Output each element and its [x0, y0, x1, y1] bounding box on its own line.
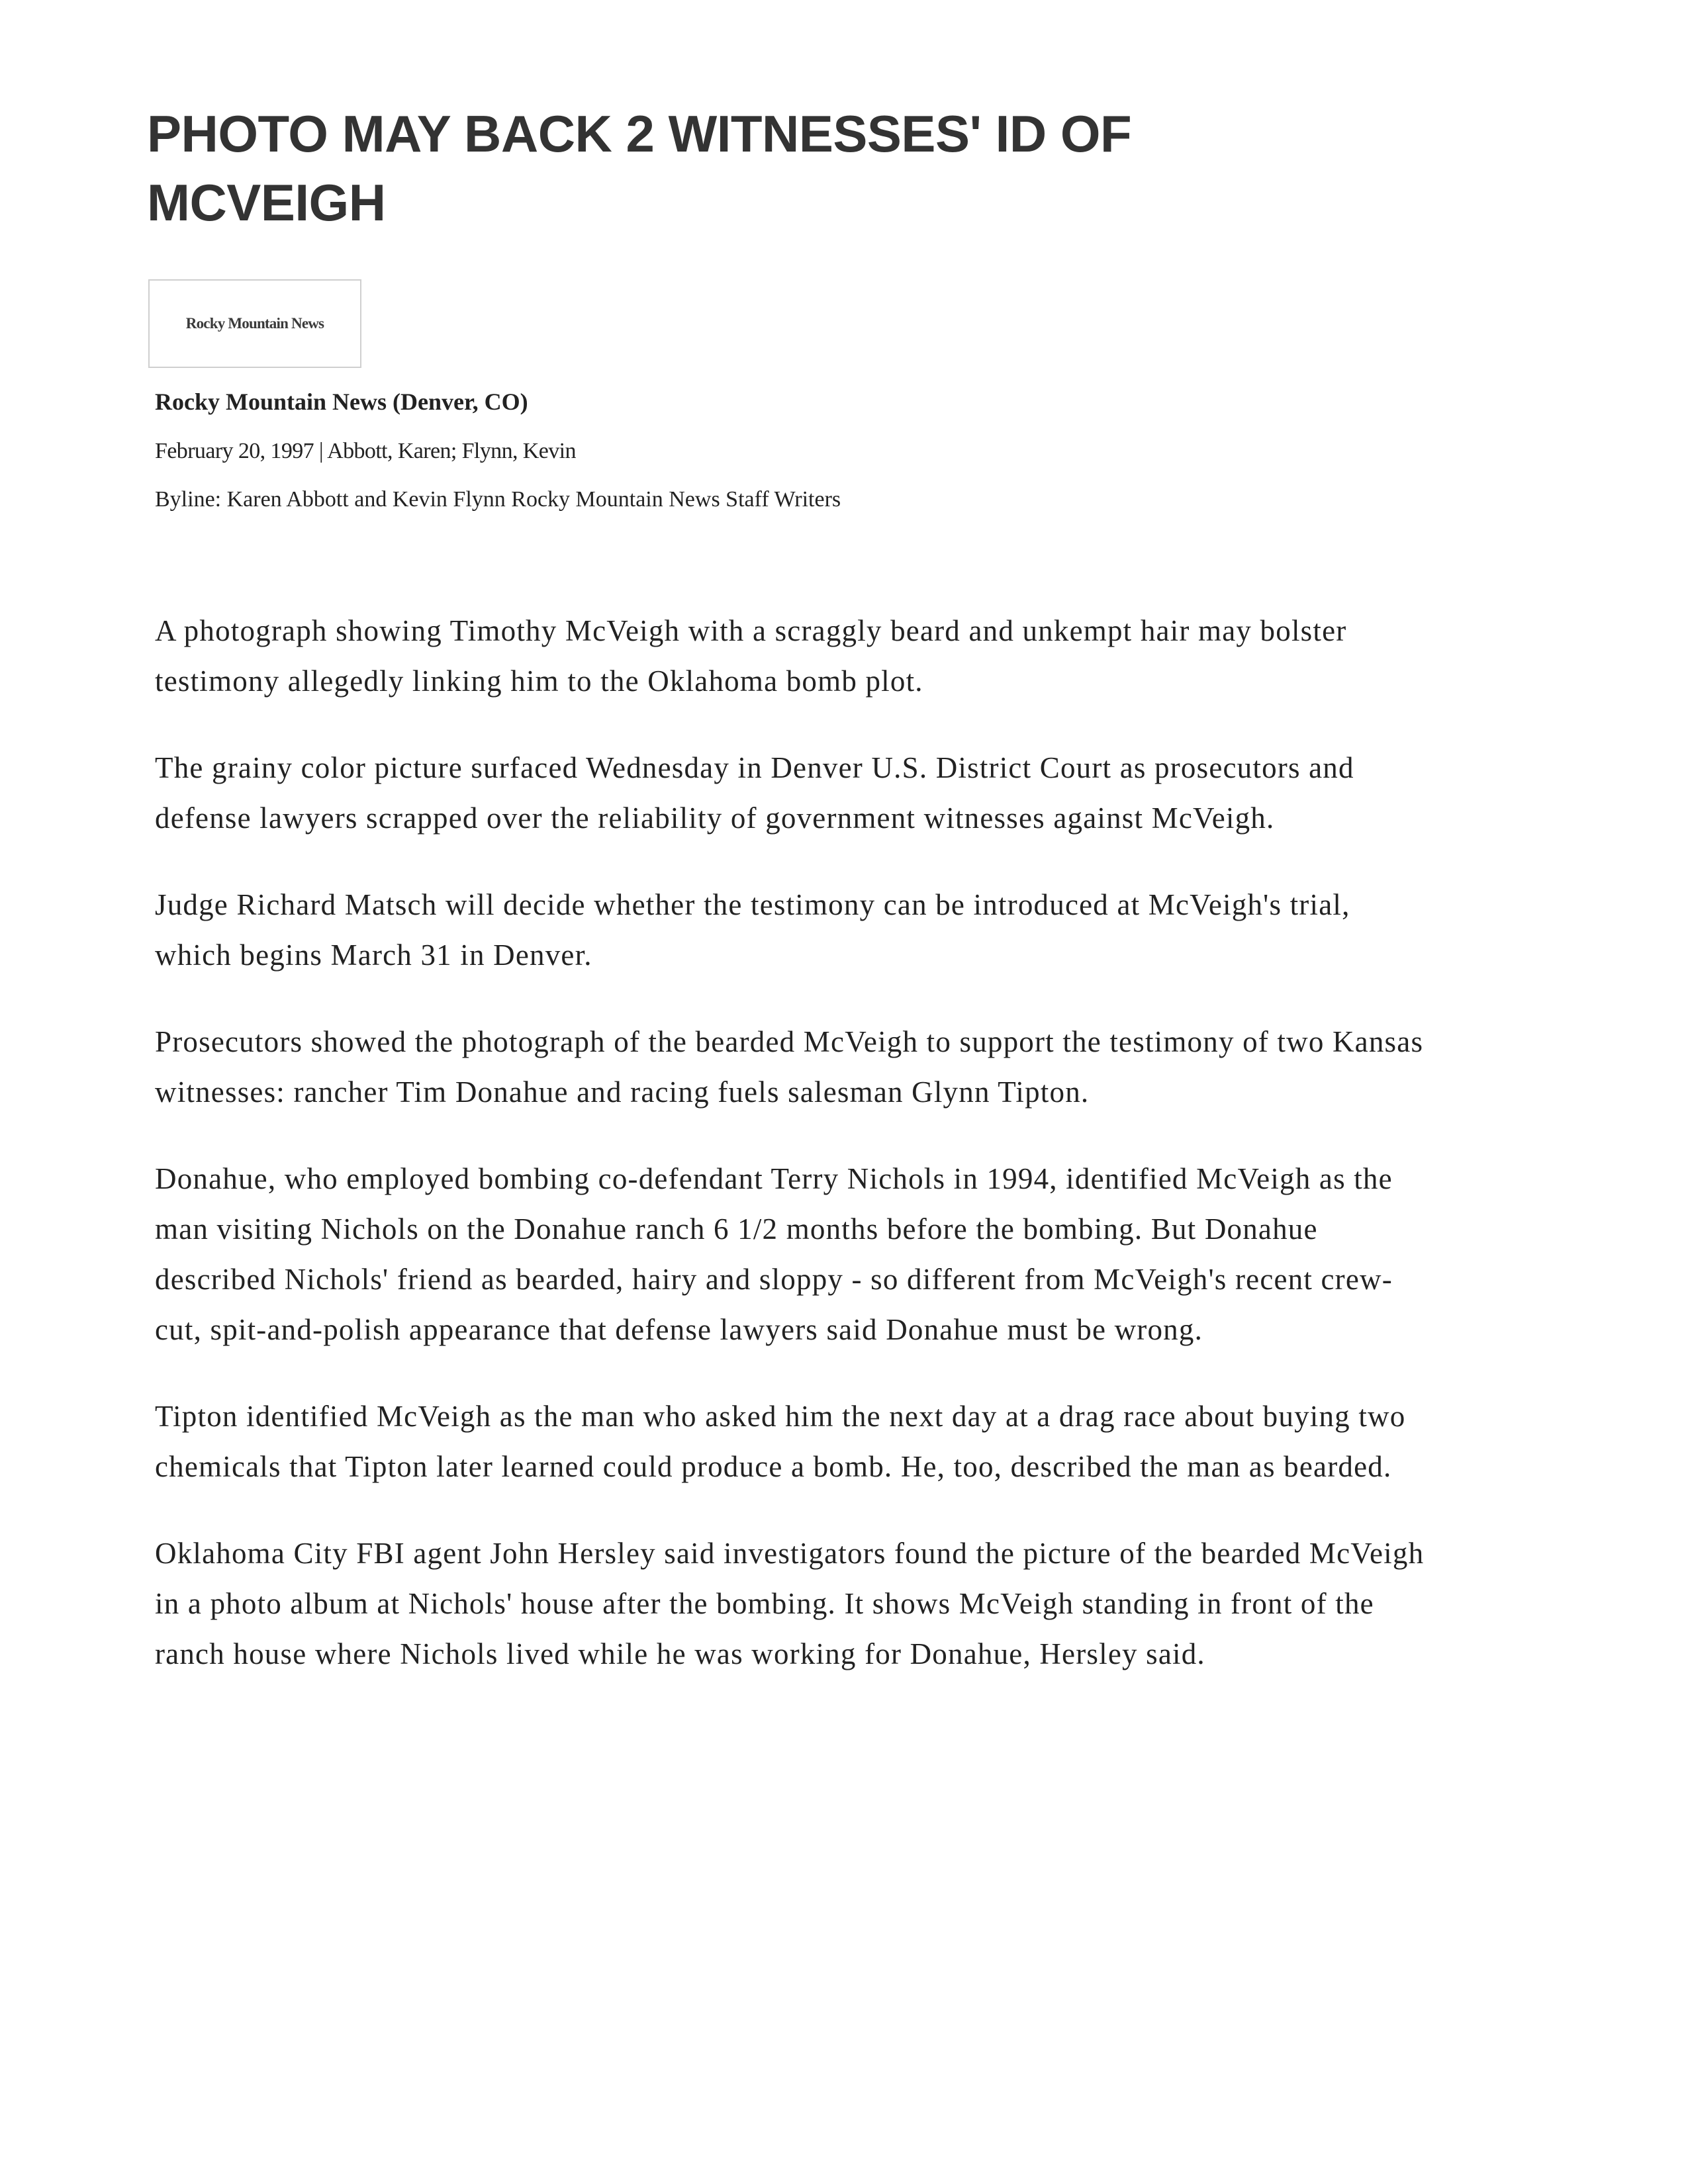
article-paragraph: Donahue, who employed bombing co-defendant Terry Nichols in 1994, identified McVeigh as the man visiting Nichols on the Donahue ranch 6 1/2 months before the bombing. But Donahue described Nichols' friend as bearded, hairy and sloppy - so different from McVeigh's recent crew-cut, spit-and-polish appearance that defense lawyers said Donahue must be wrong. — [155, 1162, 1393, 1346]
article-paragraph: A photograph showing Timothy McVeigh with a scraggly beard and unkempt hair may bolster testimony allegedly linking him to the Oklahoma bomb plot. — [155, 614, 1347, 698]
article-paragraph: The grainy color picture surfaced Wednesday in Denver U.S. District Court as prosecutors and defense lawyers scrapped over the reliability of government witnesses against McVeigh. — [155, 751, 1354, 835]
article-headline: PHOTO MAY BACK 2 WITNESSES' ID OF MCVEIGH — [147, 105, 1132, 232]
article-paragraph: Judge Richard Matsch will decide whether the testimony can be introduced at McVeigh's trial, which begins March 31 in Denver. — [155, 888, 1350, 972]
article-byline: Byline: Karen Abbott and Kevin Flynn Rocky Mountain News Staff Writers — [155, 487, 841, 512]
article-paragraph: Tipton identified McVeigh as the man who asked him the next day at a drag race about buying two chemicals that Tipton later learned could produce a bomb. He, too, described the man as bearded. — [155, 1400, 1406, 1483]
publication-logo-text: Rocky Mountain News — [185, 315, 324, 332]
publication-source: Rocky Mountain News (Denver, CO) — [155, 388, 528, 415]
publication-logo — [148, 279, 361, 368]
article-paragraph: Oklahoma City FBI agent John Hersley said investigators found the picture of the bearded McVeigh in a photo album at Nichols' house after the bombing. It shows McVeigh standing in front of the ranch house where Nichols lived while he was working for Donahue, Hersley said. — [155, 1537, 1425, 1670]
article-paragraph: Prosecutors showed the photograph of the bearded McVeigh to support the testimony of two Kansas witnesses: rancher Tim Donahue and racing fuels salesman Glynn Tipton. — [155, 1025, 1424, 1109]
article-dateline: February 20, 1997 | Abbott, Karen; Flynn, Kevin — [155, 439, 576, 463]
article-body — [155, 606, 1426, 1715]
